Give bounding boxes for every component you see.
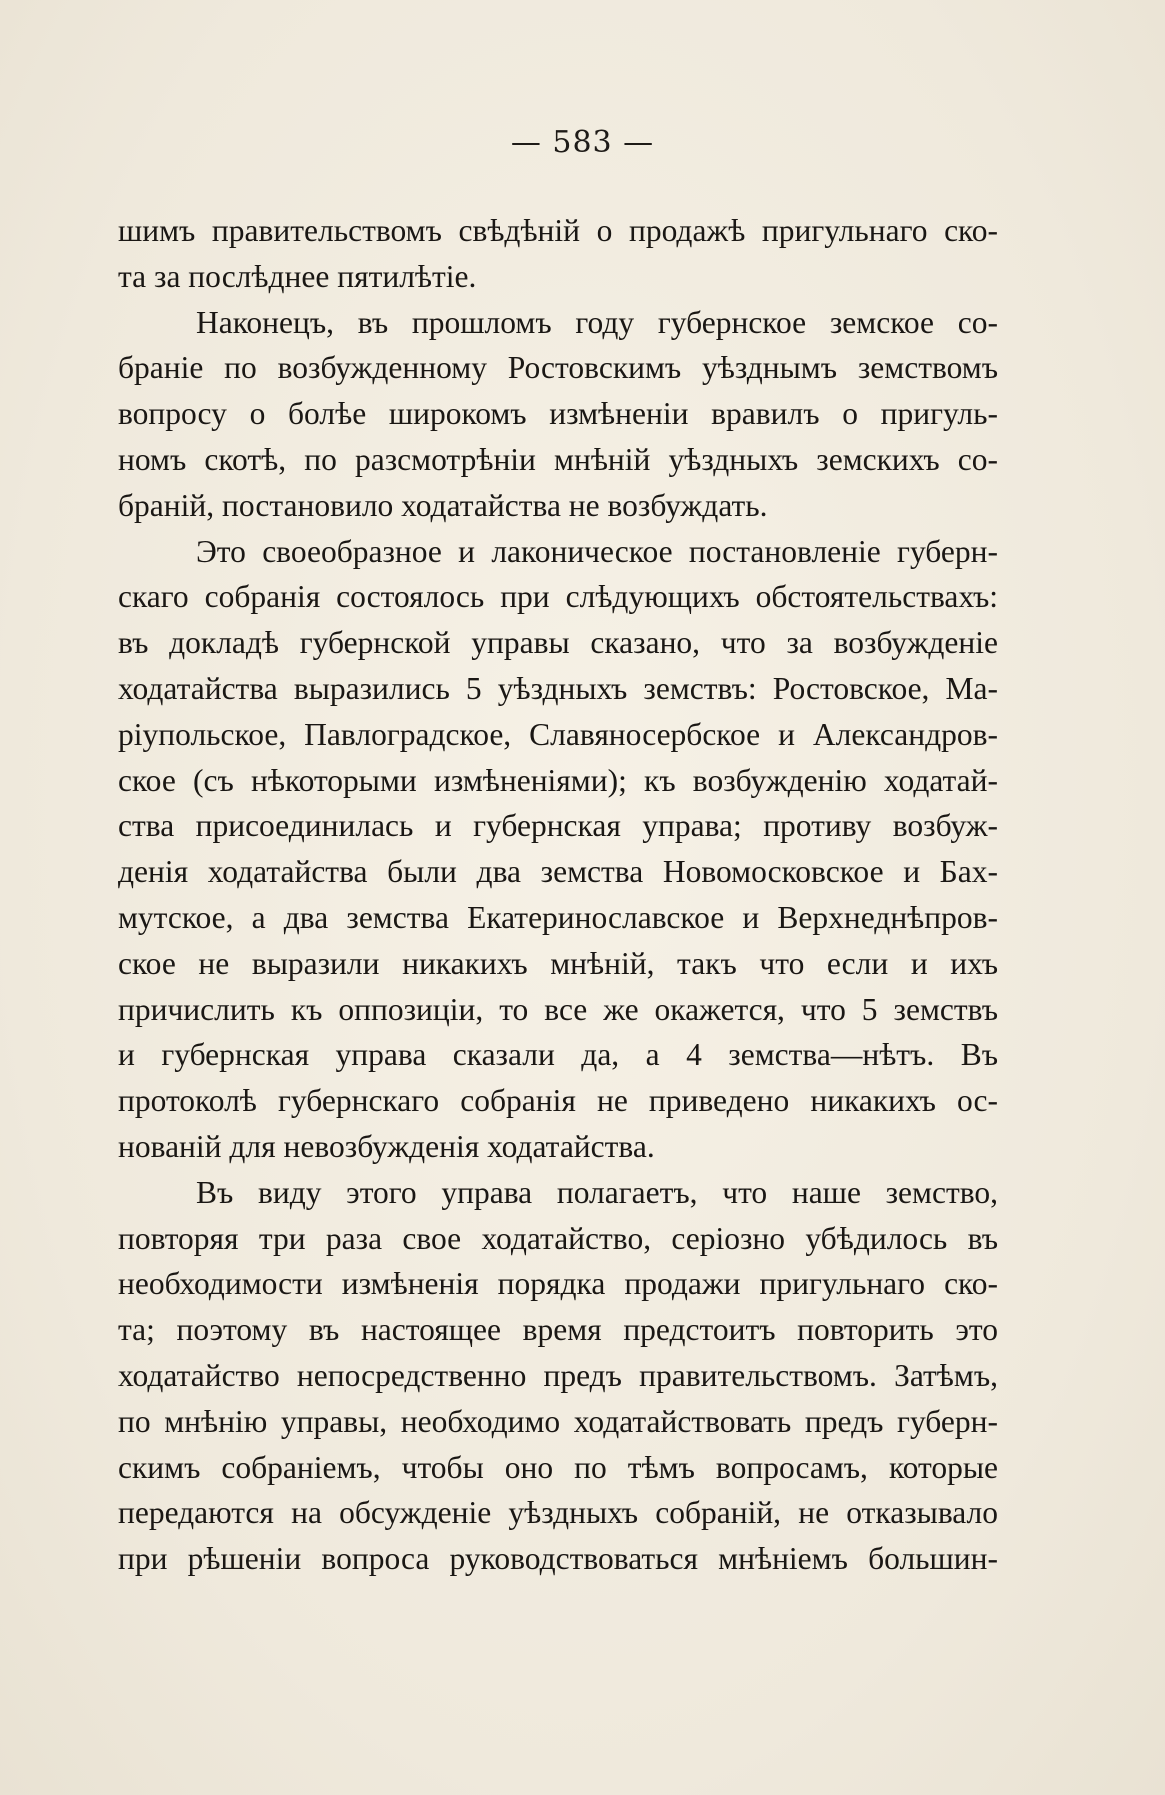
text-line: скимъ собраніемъ, чтобы оно по тѣмъ вопросамъ, которые bbox=[118, 1449, 998, 1485]
text-line: вопросу о болѣе широкомъ измѣненіи вравилъ о пригуль- bbox=[118, 396, 998, 432]
text-line: по мнѣнію управы, необходимо ходатайствовать предъ губерн- bbox=[118, 1403, 998, 1439]
text-line: протоколѣ губернскаго собранія не приведено никакихъ ос- bbox=[118, 1083, 998, 1119]
page-number: — 583 — bbox=[510, 125, 655, 160]
text-line: причислить къ оппозиціи, то все же окажется, что 5 земствъ bbox=[118, 991, 998, 1027]
text-line: мутское, а два земства Екатеринославское и Верхнеднѣпров- bbox=[118, 899, 998, 935]
text-line: денія ходатайства были два земства Новомосковское и Бах- bbox=[118, 854, 998, 890]
text-line: та; поэтому въ настоящее время предстоитъ повторить это bbox=[118, 1312, 998, 1348]
text-line: ское не выразили никакихъ мнѣній, такъ что если и ихъ bbox=[118, 945, 998, 981]
text-line: Наконецъ, въ прошломъ году губернское земское со- bbox=[196, 304, 998, 340]
text-line: ства присоединилась и губернская управа; противу возбуж- bbox=[118, 808, 998, 844]
text-line: ходатайство непосредственно предъ правительствомъ. Затѣмъ, bbox=[118, 1357, 998, 1393]
text-line: и губернская управа сказали да, а 4 земства—нѣтъ. Въ bbox=[118, 1037, 998, 1073]
text-line: при рѣшеніи вопроса руководствоваться мнѣніемъ большин- bbox=[118, 1541, 998, 1577]
text-line: необходимости измѣненія порядка продажи пригульнаго ско- bbox=[118, 1266, 998, 1302]
text-line: та за послѣднее пятилѣтіе. bbox=[118, 258, 477, 294]
text-line: ходатайства выразились 5 уѣздныхъ земствъ: Ростовское, Ма- bbox=[118, 670, 998, 706]
paragraph bbox=[118, 208, 998, 300]
text-line: скаго собранія состоялось при слѣдующихъ обстоятельствахъ: bbox=[118, 579, 998, 615]
text-line: ріупольское, Павлоградское, Славяносербское и Александров- bbox=[118, 716, 998, 752]
text-line: шимъ правительствомъ свѣдѣній о продажѣ пригульнаго ско- bbox=[118, 213, 998, 248]
text-line: браніе по возбужденному Ростовскимъ уѣзднымъ земствомъ bbox=[118, 350, 998, 386]
text-line: номъ скотѣ, по разсмотрѣніи мнѣній уѣздныхъ земскихъ со- bbox=[118, 441, 998, 477]
text-line: браній, постановило ходатайства не возбуждать. bbox=[118, 487, 768, 523]
text-line: нованій для невозбужденія ходатайства. bbox=[118, 1128, 655, 1164]
paragraph bbox=[118, 1170, 998, 1582]
paragraph bbox=[118, 529, 998, 1170]
text-line: Въ виду этого управа полагаетъ, что наше земство, bbox=[196, 1174, 998, 1210]
text-line: въ докладѣ губернской управы сказано, что за возбужденіе bbox=[118, 625, 998, 661]
text-line: передаются на обсужденіе уѣздныхъ собраній, не отказывало bbox=[118, 1495, 998, 1531]
paragraph bbox=[118, 300, 998, 529]
body-text bbox=[118, 208, 998, 1582]
text-line: ское (съ нѣкоторыми измѣненіями); къ возбужденію ходатай- bbox=[118, 762, 998, 798]
text-line: повторяя три раза свое ходатайство, серіозно убѣдилось въ bbox=[118, 1220, 998, 1256]
text-line: Это своеобразное и лаконическое постановленіе губерн- bbox=[196, 533, 998, 569]
